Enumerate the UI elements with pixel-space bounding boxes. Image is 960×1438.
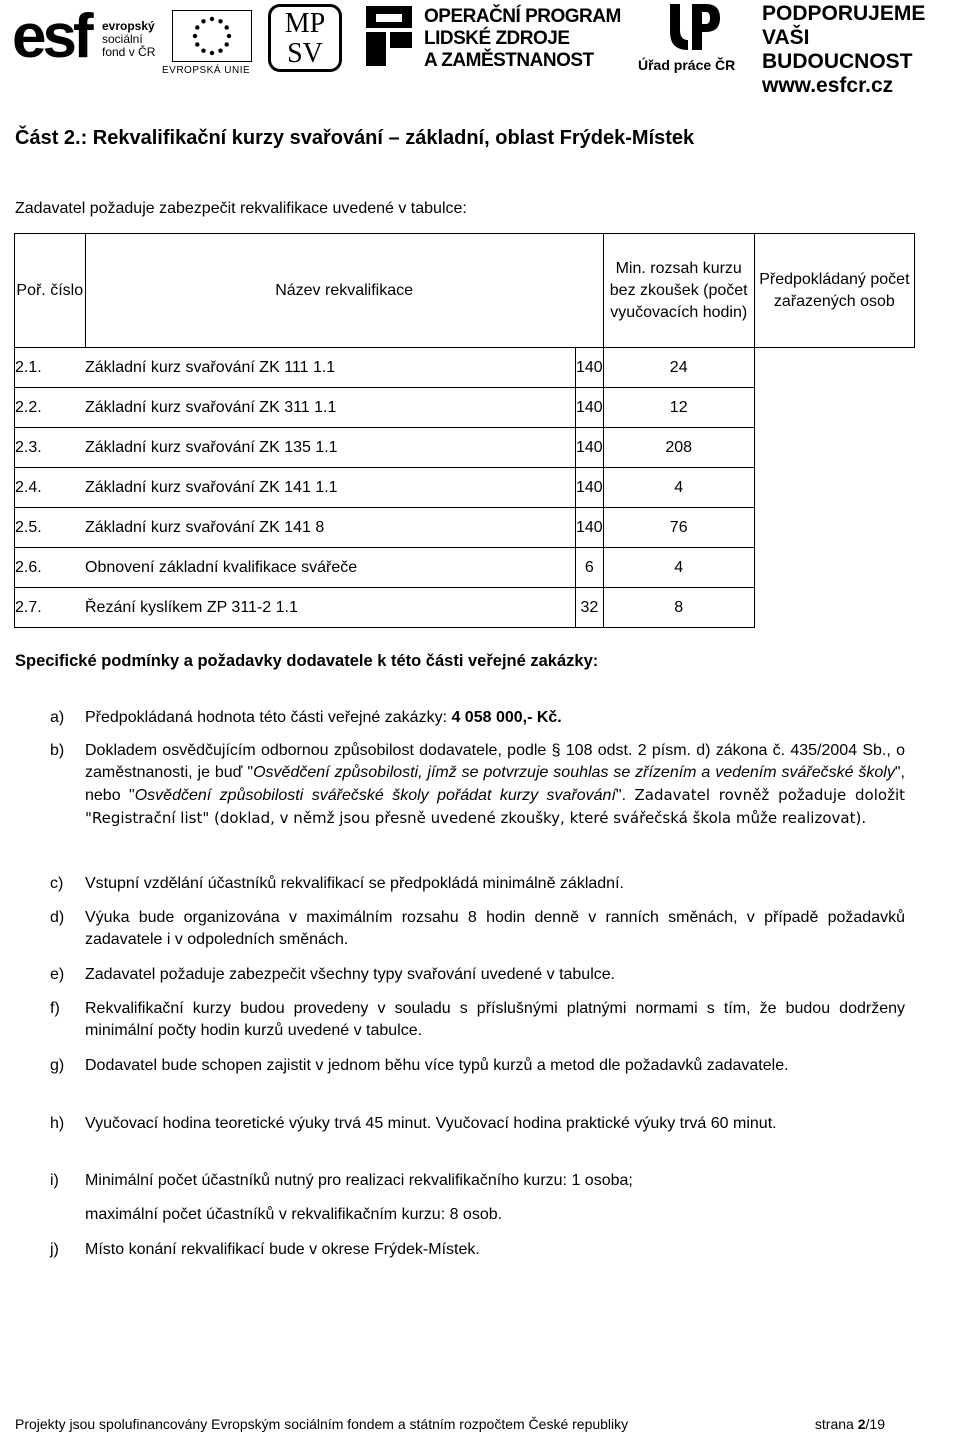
row-hours: 140: [576, 468, 604, 508]
eu-star: [225, 42, 229, 46]
row-number: 2.3.: [15, 428, 86, 468]
esfcr-line-1: PODPORUJEME: [762, 2, 926, 25]
table-body: [15, 348, 915, 628]
item-text: Dodavatel bude schopen zajistit v jednom běhu více typů kurzů a metod dle požadavků zadavatele.: [85, 1057, 789, 1074]
op-line-2: LIDSKÉ ZDROJE: [424, 28, 570, 49]
header-hours: Min. rozsah kurzu bez zkoušek (počet vyučovacích hodin): [603, 234, 754, 348]
item-text-registration: Zadavatel rovněž požaduje doložit "Registrační list" (doklad, v němž jsou přesně uvedené zkoušky, které svářečská škola může realizovat).: [85, 786, 906, 827]
row-persons: 208: [603, 428, 754, 468]
header-persons: Předpokládaný počet zařazených osob: [754, 234, 914, 348]
esf-text: [102, 20, 155, 59]
item-italic: Osvědčení způsobilosti, jímž se potvrzuje souhlas se zřízením a vedením svářečské školy: [253, 764, 895, 781]
condition-i: [50, 1170, 905, 1226]
item-text: ", nebo ": [85, 764, 905, 804]
row-number: 2.2.: [15, 388, 86, 428]
row-persons: 4: [603, 548, 754, 588]
condition-j: [50, 1239, 905, 1261]
row-persons: 4: [603, 468, 754, 508]
esfcr-logo: [762, 2, 960, 98]
item-text: Minimální počet účastníků nutný pro realizaci rekvalifikačního kurzu: 1 osoba;: [85, 1172, 633, 1189]
condition-b: [50, 740, 905, 830]
row-hours: 140: [576, 348, 604, 388]
esf-mark: esf: [12, 2, 90, 71]
header-number: Poř. číslo: [15, 234, 86, 348]
item-text: maximální počet účastníků v rekvalifikačním kurzu: 8 osob.: [85, 1206, 503, 1223]
row-hours: 140: [576, 508, 604, 548]
header-name: Název rekvalifikace: [85, 234, 603, 348]
item-text: Dokladem osvědčujícím odbornou způsobilost dodavatele, podle: [85, 742, 552, 759]
item-label: f): [50, 1000, 60, 1017]
item-label: d): [50, 909, 65, 926]
item-text: Vstupní vzdělání účastníků rekvalifikací se předpokládá minimálně základní.: [85, 875, 624, 892]
condition-e: [50, 964, 905, 986]
esfcr-line-3: www.esfcr.cz: [762, 74, 894, 97]
item-text: Předpokládaná hodnota této části veřejné zakázky:: [85, 709, 452, 726]
row-persons: 76: [603, 508, 754, 548]
item-text: Vyučovací hodina teoretické výuky trvá 45 minut. Vyučovací hodina praktické výuky trvá 60 minut.: [85, 1115, 777, 1132]
table-row: [15, 388, 915, 428]
row-hours: 32: [576, 588, 604, 628]
up-text: Úřad práce ČR: [638, 57, 736, 73]
item-italic: Osvědčení způsobilosti svářečské školy pořádat kurzy svařování: [134, 787, 616, 804]
item-text: 108 odst. 2 písm. d) zákona č. 435/2004 Sb., o zaměstnanosti, je buď ": [85, 742, 905, 781]
row-number: 2.4.: [15, 468, 86, 508]
item-label: b): [50, 742, 65, 759]
row-persons: 8: [603, 588, 754, 628]
table-row: [15, 428, 915, 468]
page-separator: /: [865, 1416, 870, 1432]
esfcr-line-2: VAŠI BUDOUCNOST: [762, 26, 913, 73]
row-hours: 140: [576, 428, 604, 468]
page-prefix: strana: [814, 1416, 858, 1432]
eu-star: [218, 49, 222, 53]
item-label: g): [50, 1057, 65, 1074]
courses-table: [14, 233, 915, 628]
row-number: 2.7.: [15, 588, 86, 628]
item-text: Výuka bude organizována v maximálním rozsahu 8 hodin denně v ranních směnách, v případě požadavků zadavatele i v odpoledních směnách.: [85, 909, 905, 948]
row-name: Základní kurz svařování ZK 135 1.1: [85, 428, 576, 468]
page-current: 2: [857, 1416, 866, 1432]
section-sign: §: [551, 742, 561, 759]
row-name: Řezání kyslíkem ZP 311-2 1.1: [85, 588, 576, 628]
esf-line-1: evropský: [102, 19, 155, 33]
eu-star: [210, 51, 214, 55]
eu-star: [193, 34, 197, 38]
page-footer: [15, 1416, 885, 1432]
eu-star: [210, 17, 214, 21]
eu-star: [218, 19, 222, 23]
item-value: 4 058 000,- Kč.: [451, 709, 562, 726]
row-persons: 12: [603, 388, 754, 428]
item-text: ".: [615, 787, 635, 804]
op-line-1: OPERAČNÍ PROGRAM: [424, 6, 621, 27]
row-persons: 24: [603, 348, 754, 388]
item-label: e): [50, 966, 65, 983]
logo-header: [0, 0, 960, 97]
row-name: Základní kurz svařování ZK 311 1.1: [85, 388, 576, 428]
eu-star: [201, 49, 205, 53]
eu-star: [227, 34, 231, 38]
row-number: 2.6.: [15, 548, 86, 588]
eu-label: EVROPSKÁ UNIE: [162, 65, 251, 76]
eu-star: [195, 25, 199, 29]
table-row: [15, 468, 915, 508]
eu-star: [195, 42, 199, 46]
conditions-title: Specifické podmínky a požadavky dodavatele k této části veřejné zakázky:: [15, 652, 599, 670]
item-label: a): [50, 709, 65, 726]
row-hours: 6: [576, 548, 604, 588]
intro-text: Zadavatel požaduje zabezpečit rekvalifikace uvedené v tabulce:: [15, 200, 467, 217]
row-name: Základní kurz svařování ZK 141 1.1: [85, 468, 576, 508]
condition-h: [50, 1113, 905, 1135]
row-number: 2.5.: [15, 508, 86, 548]
op-logo-text: [424, 6, 621, 72]
condition-d: [50, 907, 905, 951]
condition-f: [50, 998, 905, 1042]
eu-flag-icon: [172, 10, 252, 62]
item-label: j): [50, 1241, 59, 1258]
condition-a: [50, 707, 905, 729]
item-text: Rekvalifikační kurzy budou provedeny v souladu s příslušnými platnými normami s tím, že budou dodrženy minimální počty hodin kurzů uvedené v tabulce.: [85, 1000, 905, 1039]
op-line-3: A ZAMĚSTNANOST: [424, 50, 594, 71]
condition-g: [50, 1055, 905, 1077]
table-row: [15, 548, 915, 588]
row-name: Základní kurz svařování ZK 111 1.1: [85, 348, 576, 388]
item-label: i): [50, 1172, 59, 1189]
mpsv-logo: [268, 4, 342, 72]
item-text: Místo konání rekvalifikací bude v okrese Frýdek-Místek.: [85, 1241, 480, 1258]
table-header-row: [15, 234, 915, 348]
footer-text: Projekty jsou spolufinancovány Evropským sociálním fondem a státním rozpočtem České republiky: [15, 1416, 629, 1432]
table-row: [15, 348, 915, 388]
up-icon: [666, 2, 722, 54]
esf-line-3: fond v ČR: [102, 45, 156, 59]
esf-logo: [12, 2, 251, 76]
item-text: Zadavatel požaduje zabezpečit všechny typy svařování uvedené v tabulce.: [85, 966, 616, 983]
eu-star: [201, 19, 205, 23]
condition-c: [50, 873, 905, 895]
eu-star: [225, 25, 229, 29]
row-name: Obnovení základní kvalifikace svářeče: [85, 548, 576, 588]
row-name: Základní kurz svařování ZK 141 8: [85, 508, 576, 548]
mpsv-line-1: MP: [284, 8, 326, 39]
page-number: [815, 1416, 885, 1432]
item-label: c): [50, 875, 64, 892]
op-icon: [366, 6, 412, 66]
section-heading: Část 2.: Rekvalifikační kurzy svařování – základní, oblast Frýdek-Místek: [15, 127, 695, 149]
table-row: [15, 588, 915, 628]
esf-line-2: sociální: [102, 32, 143, 46]
page-total: 19: [869, 1416, 885, 1432]
item-label: h): [50, 1115, 65, 1132]
row-hours: 140: [576, 388, 604, 428]
table-row: [15, 508, 915, 548]
mpsv-line-2: SV: [287, 38, 323, 69]
row-number: 2.1.: [15, 348, 86, 388]
